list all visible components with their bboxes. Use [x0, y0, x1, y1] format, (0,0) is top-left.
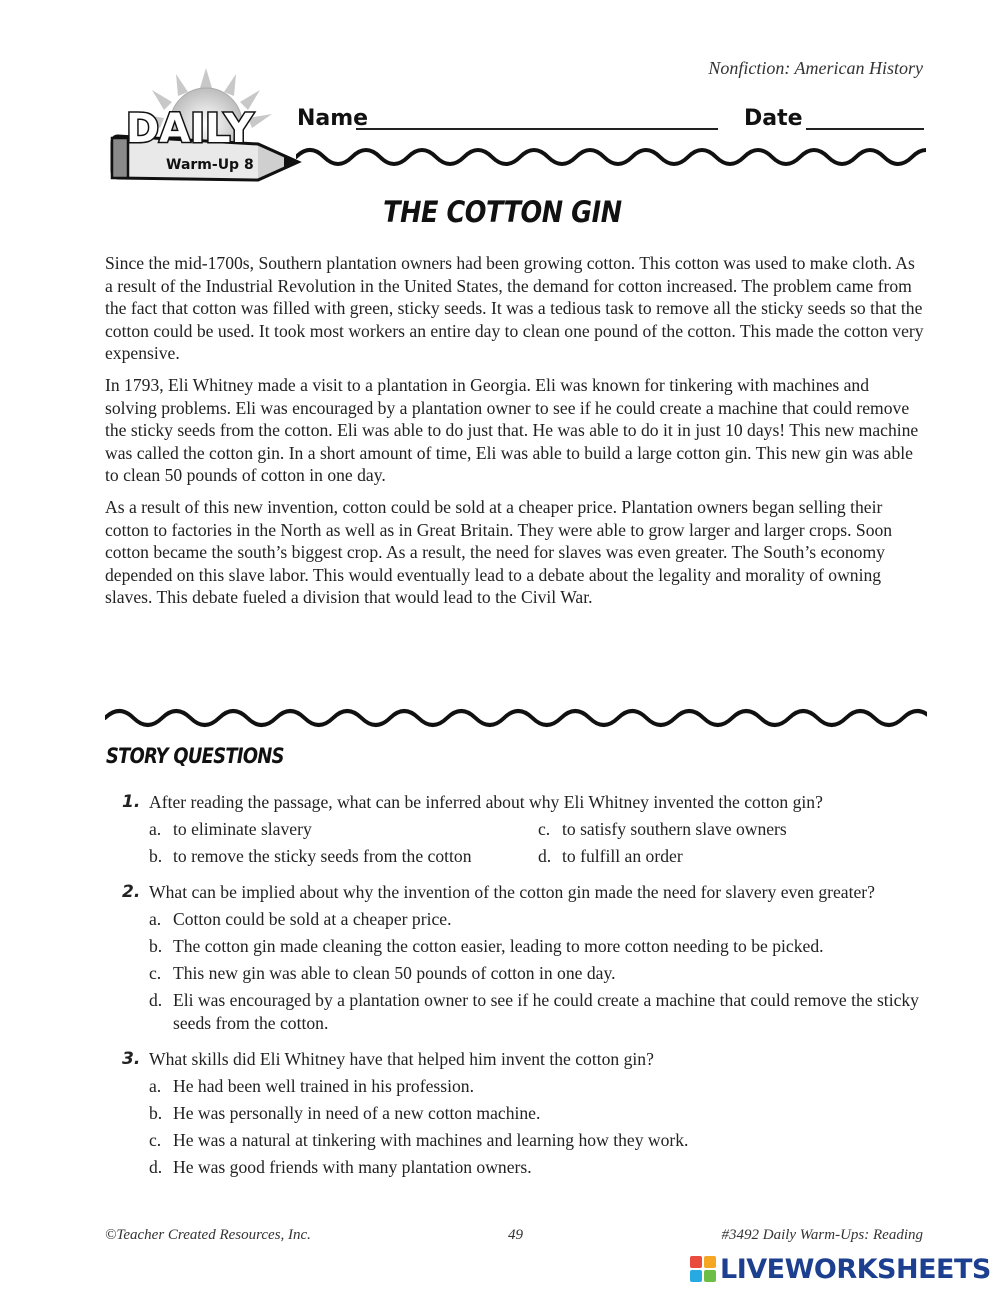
option-text: This new gin was able to clean 50 pounds of cotton in one day.	[173, 963, 616, 983]
option-letter: a.	[149, 1076, 162, 1096]
question-text: What skills did Eli Whitney have that helped him invent the cotton gin?	[149, 1049, 654, 1069]
reading-passage	[105, 252, 925, 618]
option-letter: b.	[149, 1103, 163, 1123]
answer-option[interactable]	[538, 818, 927, 841]
date-label: Date	[744, 106, 803, 131]
option-text: The cotton gin made cleaning the cotton easier, leading to more cotton needing to be picked.	[173, 936, 824, 956]
answer-option[interactable]	[149, 1129, 927, 1152]
liveworksheets-watermark[interactable]	[690, 1252, 991, 1286]
story-questions-heading: STORY QUESTIONS	[106, 744, 284, 768]
option-text: to eliminate slavery	[173, 819, 312, 839]
watermark-text: LIVEWORKSHEETS	[720, 1253, 991, 1285]
answer-option[interactable]	[149, 908, 927, 931]
question-2	[122, 881, 927, 1035]
liveworksheets-logo-icon	[690, 1256, 716, 1282]
option-letter: d.	[538, 846, 552, 866]
option-text: Cotton could be sold at a cheaper price.	[173, 909, 452, 929]
option-letter: d.	[149, 1157, 163, 1177]
option-text: He had been well trained in his profession.	[173, 1076, 474, 1096]
option-text: to fulfill an order	[562, 846, 683, 866]
passage-paragraph: Since the mid-1700s, Southern plantation owners had been growing cotton. This cotton was used to make cloth. As a result of the Industrial Revolution in the United States, the demand for cotton increased. The problem came from the fact that cotton was filled with green, sticky seeds. It was a tedious task to remove all the sticky seeds so that the cotton could be used. It took most workers an entire day to clean one pound of the cotton. This made the cotton very expensive.	[105, 253, 924, 364]
page-title: THE COTTON GIN	[383, 195, 622, 229]
option-letter: b.	[149, 846, 163, 866]
option-text: He was good friends with many plantation owners.	[173, 1157, 532, 1177]
name-field[interactable]	[356, 128, 718, 130]
option-letter: c.	[149, 1130, 162, 1150]
passage-paragraph: As a result of this new invention, cotton could be sold at a cheaper price. Plantation owners began selling their cotton to factories in the North as well as in Great Britain. They were able to grow larger and larger crops. Soon cotton became the south’s biggest crop. As a result, the need for slaves was even greater. The South’s economy depended on this slave labor. This would eventually lead to a debate about the legality and morality of owning slaves. This debate fueled a division that would lead to the Civil War.	[105, 496, 893, 608]
daily-warmup-logo	[108, 66, 304, 190]
option-letter: a.	[149, 819, 162, 839]
option-text: Eli was encouraged by a plantation owner to see if he could create a machine that could remove the sticky seeds from the cotton.	[173, 990, 919, 1033]
question-number: 3.	[122, 1049, 141, 1069]
answer-option[interactable]	[149, 935, 927, 958]
answer-option[interactable]	[149, 1156, 927, 1179]
passage-paragraph: In 1793, Eli Whitney made a visit to a plantation in Georgia. Eli was known for tinkering with machines and solving problems. Eli was encouraged by a plantation owner to see if he could create a machine that could remove the sticky seeds from the cotton. Eli was able to do just that. He was able to do it in just 10 days! This new machine was called the cotton gin. In a short amount of time, Eli was able to build a large cotton gin. This new gin was able to clean 50 pounds of cotton in one day.	[105, 374, 919, 486]
question-number: 2.	[122, 882, 141, 902]
wavy-divider-middle	[105, 705, 927, 731]
answer-option[interactable]	[149, 1075, 927, 1098]
logo-subtitle: Warm-Up 8	[166, 157, 254, 173]
option-letter: b.	[149, 936, 163, 956]
name-label: Name	[297, 106, 369, 131]
option-letter: c.	[149, 963, 162, 983]
option-text: He was personally in need of a new cotton machine.	[173, 1103, 541, 1123]
question-text: After reading the passage, what can be inferred about why Eli Whitney invented the cotton gin?	[149, 792, 823, 812]
footer-copyright: ©Teacher Created Resources, Inc.	[105, 1227, 311, 1243]
answer-option[interactable]	[149, 845, 538, 868]
wavy-divider-top	[296, 144, 926, 170]
question-text: What can be implied about why the invention of the cotton gin made the need for slavery even greater?	[149, 882, 875, 902]
answer-option[interactable]	[149, 818, 538, 841]
option-text: to remove the sticky seeds from the cotton	[173, 846, 472, 866]
question-3	[122, 1048, 927, 1179]
footer-page-number: 49	[508, 1227, 523, 1243]
footer-book-title: #3492 Daily Warm-Ups: Reading	[721, 1227, 923, 1243]
answer-option[interactable]	[538, 845, 927, 868]
answer-option[interactable]	[149, 989, 927, 1035]
answer-option[interactable]	[149, 1102, 927, 1125]
option-letter: a.	[149, 909, 162, 929]
category-label: Nonfiction: American History	[708, 58, 923, 78]
date-field[interactable]	[806, 128, 924, 130]
option-letter: d.	[149, 990, 163, 1010]
option-text: He was a natural at tinkering with machines and learning how they work.	[173, 1130, 689, 1150]
logo-word: DAILY	[126, 106, 254, 152]
questions-list	[122, 791, 927, 1192]
question-1	[122, 791, 927, 868]
answer-option[interactable]	[149, 962, 927, 985]
option-text: to satisfy southern slave owners	[562, 819, 787, 839]
question-number: 1.	[122, 792, 141, 812]
option-letter: c.	[538, 819, 551, 839]
